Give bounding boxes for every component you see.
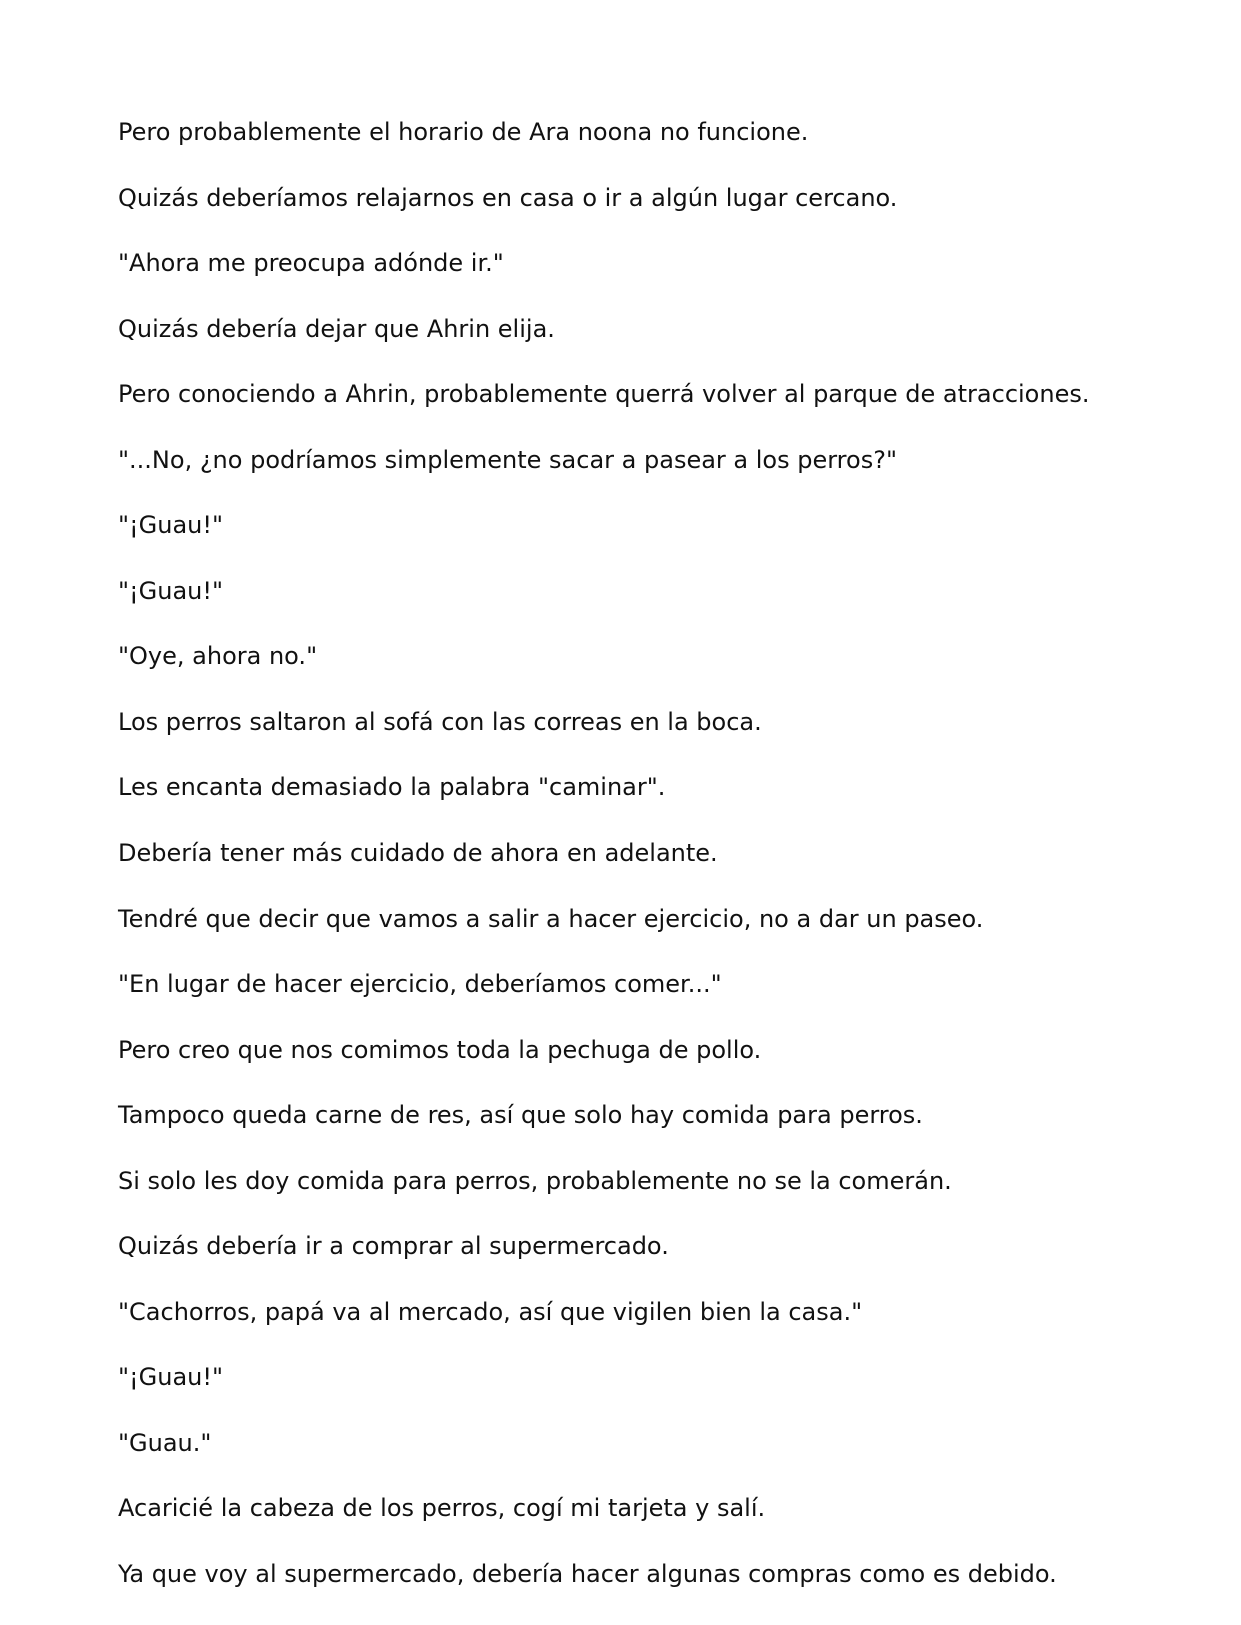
text-line: Los perros saltaron al sofá con las correas en la boca. (118, 707, 762, 736)
text-line: "...No, ¿no podríamos simplemente sacar a pasear a los perros?" (118, 445, 897, 474)
text-line: "¡Guau!" (118, 1363, 224, 1392)
text-line: Les encanta demasiado la palabra "caminar". (118, 773, 666, 802)
text-line: Tendré que decir que vamos a salir a hacer ejercicio, no a dar un paseo. (118, 904, 984, 933)
text-line: "Ahora me preocupa adónde ir." (118, 249, 504, 278)
text-line: Si solo les doy comida para perros, probablemente no se la comerán. (118, 1166, 952, 1195)
text-line: "¡Guau!" (118, 576, 224, 605)
text-line: Quizás debería dejar que Ahrin elija. (118, 314, 555, 343)
text-line: "Cachorros, papá va al mercado, así que vigilen bien la casa." (118, 1297, 863, 1326)
text-line: "Guau." (118, 1428, 212, 1457)
text-line: Debería tener más cuidado de ahora en adelante. (118, 839, 718, 868)
text-line: Ya que voy al supermercado, debería hacer algunas compras como es debido. (118, 1560, 1057, 1589)
text-line: Quizás debería ir a comprar al supermercado. (118, 1232, 669, 1261)
text-line: Quizás deberíamos relajarnos en casa o ir a algún lugar cercano. (118, 183, 898, 212)
text-line: Pero probablemente el horario de Ara noona no funcione. (118, 118, 809, 146)
text-line: Tampoco queda carne de res, así que solo hay comida para perros. (118, 1101, 923, 1130)
text-body (118, 117, 1198, 1625)
text-line: Acaricié la cabeza de los perros, cogí mi tarjeta y salí. (118, 1494, 766, 1523)
text-line: "Oye, ahora no." (118, 642, 318, 671)
text-line: Pero conociendo a Ahrin, probablemente querrá volver al parque de atracciones. (118, 380, 1090, 409)
text-line: "En lugar de hacer ejercicio, deberíamos comer..." (118, 970, 722, 999)
text-line: "¡Guau!" (118, 511, 224, 540)
text-line: Pero creo que nos comimos toda la pechuga de pollo. (118, 1035, 762, 1064)
